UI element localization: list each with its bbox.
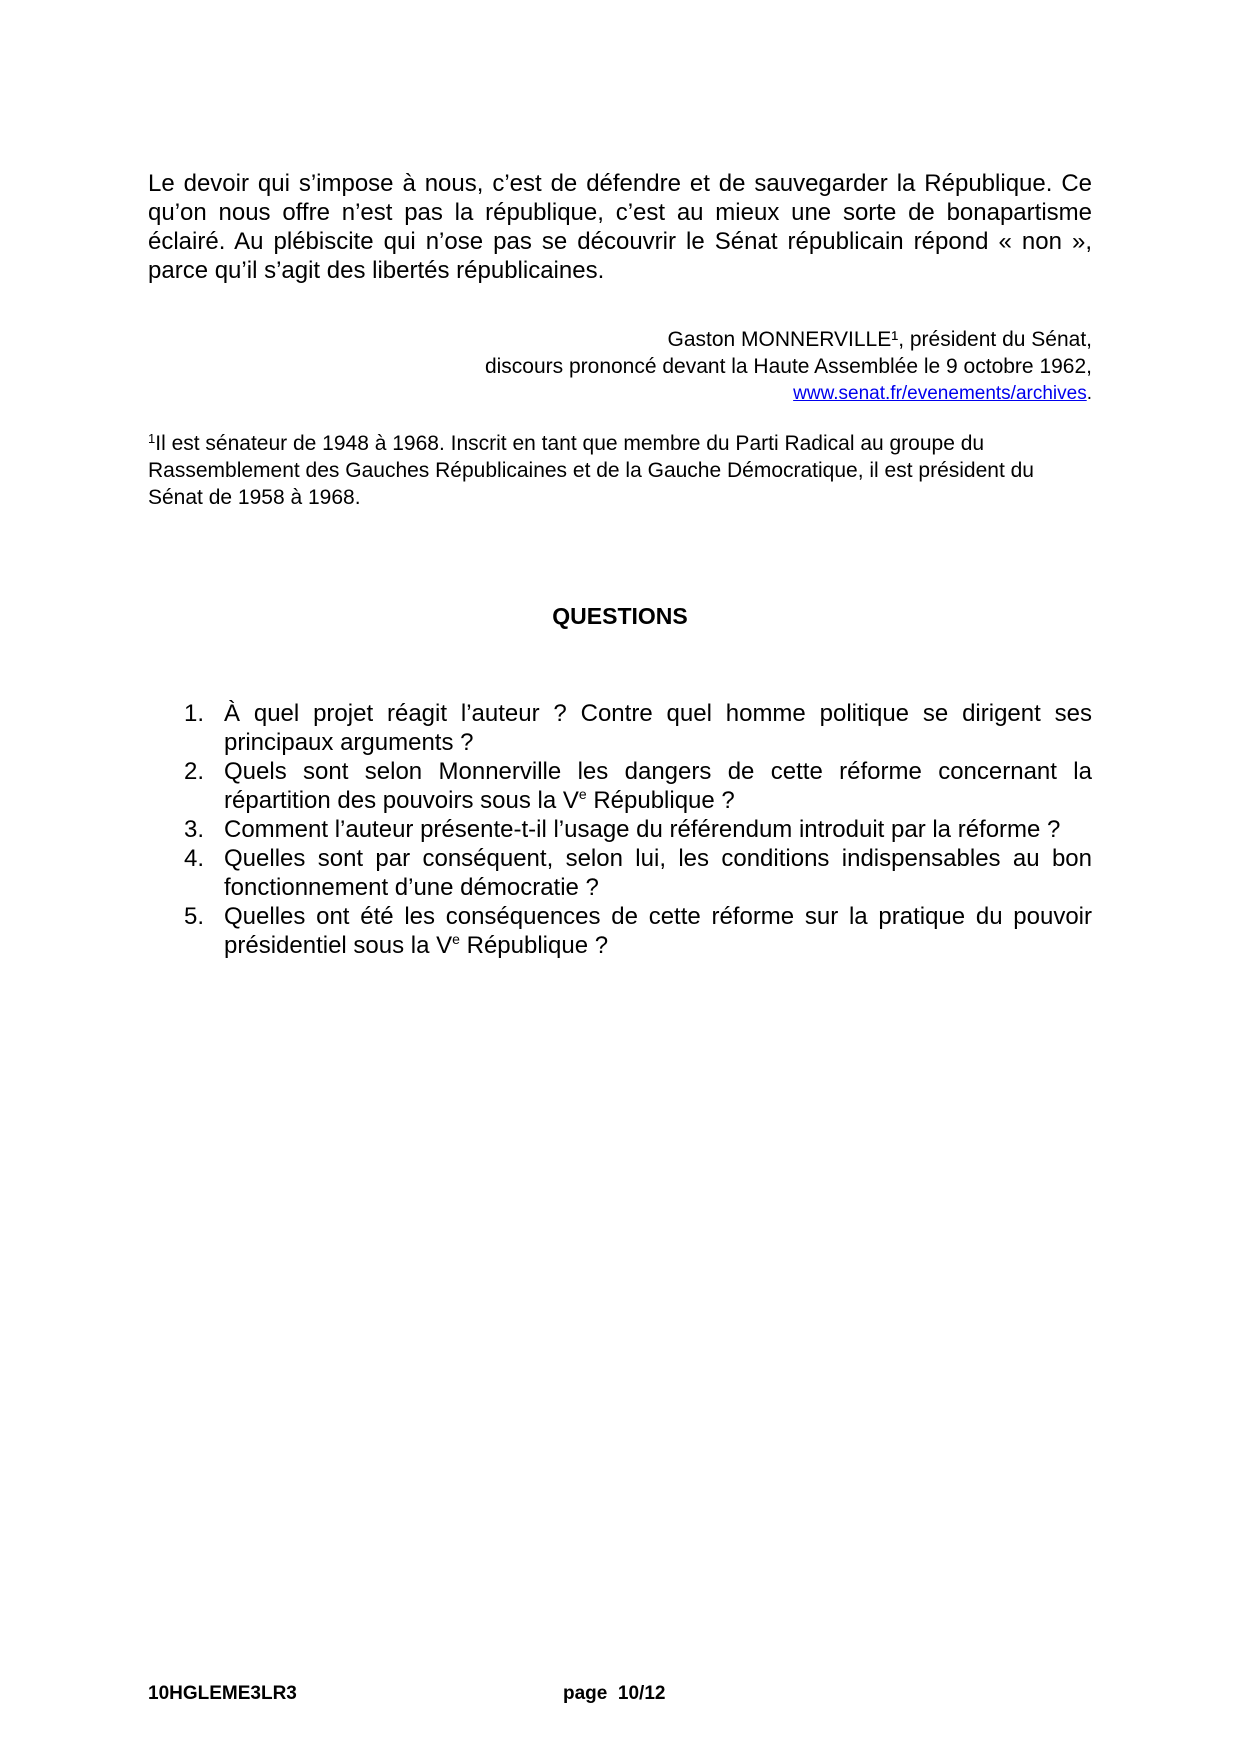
source-link-suffix: . — [1086, 383, 1092, 404]
question-number: 1. — [184, 700, 205, 727]
question-text: Comment l’auteur présente-t-il l’usage du référendum introduit par la réforme ? — [224, 816, 1061, 843]
question-number: 3. — [184, 816, 205, 843]
question-superscript: e — [452, 931, 460, 947]
attribution-source — [148, 380, 1092, 407]
questions-list — [148, 699, 1092, 960]
footer-document-code: 10HGLEME3LR3 — [148, 1683, 297, 1704]
question-item-3 — [148, 815, 1092, 844]
question-text-before: Quelles ont été les conséquences de cette réforme sur la pratique du pouvoir présidentiel sous la V — [224, 903, 1092, 959]
attribution-speech: discours prononcé devant la Haute Assemblée le 9 octobre 1962, — [484, 355, 1092, 378]
question-item-4 — [148, 844, 1092, 902]
question-number: 5. — [184, 903, 205, 930]
question-text: Quelles sont par conséquent, selon lui, les conditions indispensables au bon fonctionnement d’une démocratie ? — [224, 845, 1092, 901]
question-item-5 — [148, 902, 1092, 960]
attribution-author: Gaston MONNERVILLE¹, président du Sénat, — [667, 328, 1092, 351]
question-number: 2. — [184, 758, 205, 785]
question-text — [224, 902, 1092, 960]
questions-heading: QUESTIONS — [552, 603, 688, 629]
question-item-2 — [148, 757, 1092, 815]
quote-attribution — [148, 326, 1092, 407]
question-text-before: Quels sont selon Monnerville les dangers de cette réforme concernant la répartition des pouvoirs sous la V — [224, 758, 1092, 814]
question-number: 4. — [184, 845, 205, 872]
question-text-after: République ? — [586, 787, 735, 814]
footnote — [148, 430, 1092, 511]
footer-page-number: page 10/12 — [563, 1683, 666, 1704]
question-item-1 — [148, 699, 1092, 757]
question-text — [224, 757, 1092, 815]
footnote-text: Il est sénateur de 1948 à 1968. Inscrit en tant que membre du Parti Radical au groupe du Rassemblement des Gauches Républicaines et de la Gauche Démocratique, il est président du Sénat de 1958 à 1968. — [148, 432, 1034, 509]
question-superscript: e — [578, 786, 587, 802]
question-text: À quel projet réagit l’auteur ? Contre quel homme politique se dirigent ses principaux arguments ? — [224, 700, 1092, 756]
source-link[interactable]: www.senat.fr/evenements/archives — [793, 383, 1087, 404]
quote-paragraph: Le devoir qui s’impose à nous, c’est de défendre et de sauvegarder la République. Ce qu’on nous offre n’est pas la république, c’est au mieux une sorte de bonapartisme éclairé. Au plébiscite qui n’ose pas se découvrir le Sénat républicain répond « non », parce qu’il s’agit des libertés républicaines. — [148, 170, 1092, 284]
footnote-marker: 1 — [148, 431, 156, 446]
question-text-after: République ? — [459, 932, 609, 959]
